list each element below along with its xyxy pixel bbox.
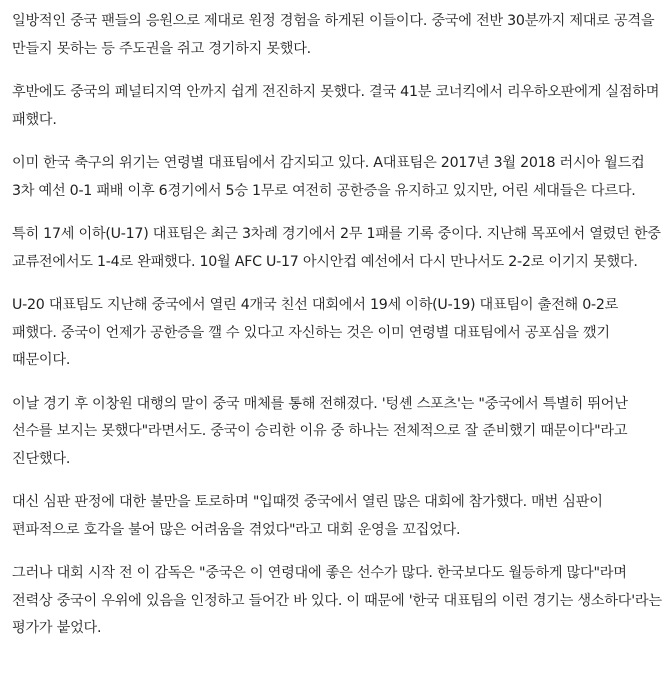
article-paragraph: 후반에도 중국의 페널티지역 안까지 쉽게 전진하지 못했다. 결국 41분 코너킥에서 리우하오판에게 실점하며 패했다.: [12, 84, 660, 128]
article-paragraph: 이날 경기 후 이창원 대행의 말이 중국 매체를 통해 전해졌다. '텅셴 스포츠'는 "중국에서 특별히 뛰어난 선수를 보지는 못했다"라면서도. 중국이 승리한 이유 중 하나는 전체적으로 잘 준비했기 때문이다"라고 진단했다.: [12, 395, 628, 467]
article-paragraph: 특히 17세 이하(U-17) 대표팀은 최근 3차례 경기에서 2무 1패를 기록 중이다. 지난해 목포에서 열렸던 한중 교류전에서도 1-4로 완패했다. 10월 AFC U-17 아시안컵 예선에서 다시 만나서도 2-2로 이기지 못했다.: [12, 226, 661, 270]
article-paragraph: 그러나 대회 시작 전 이 감독은 "중국은 이 연령대에 좋은 선수가 많다. 한국보다도 월등하게 많다"라며 전력상 중국이 우위에 있음을 인정하고 들어간 바 있다. 이 때문에 '한국 대표팀의 이런 경기는 생소하다'라는 평가가 붙었다.: [12, 565, 662, 636]
article-paragraph: 이미 한국 축구의 위기는 연령별 대표팀에서 감지되고 있다. A대표팀은 2017년 3월 2018 러시아 월드컵 3차 예선 0-1 패배 이후 6경기에서 5승 1무로 여전히 공한증을 유지하고 있지만, 어린 세대들은 다르다.: [12, 155, 645, 199]
article-paragraph: 일방적인 중국 팬들의 응원으로 제대로 원정 경험을 하게된 이들이다. 중국에 전반 30분까지 제대로 공격을 만들지 못하는 등 주도권을 쥐고 경기하지 못했다.: [12, 13, 655, 57]
article-paragraph: U-20 대표팀도 지난해 중국에서 열린 4개국 친선 대회에서 19세 이하(U-19) 대표팀이 출전해 0-2로 패했다. 중국이 언제가 공한증을 깰 수 있다고 자신하는 것은 이미 연령별 대표팀에서 공포심을 깼기 때문이다.: [12, 297, 619, 368]
article-paragraph: 대신 심판 판정에 대한 불만을 토로하며 "입때껏 중국에서 열린 많은 대회에 참가했다. 매번 심판이 편파적으로 호각을 불어 많은 어려움을 겪었다"라고 대회 운영을 꼬집었다.: [12, 494, 603, 538]
